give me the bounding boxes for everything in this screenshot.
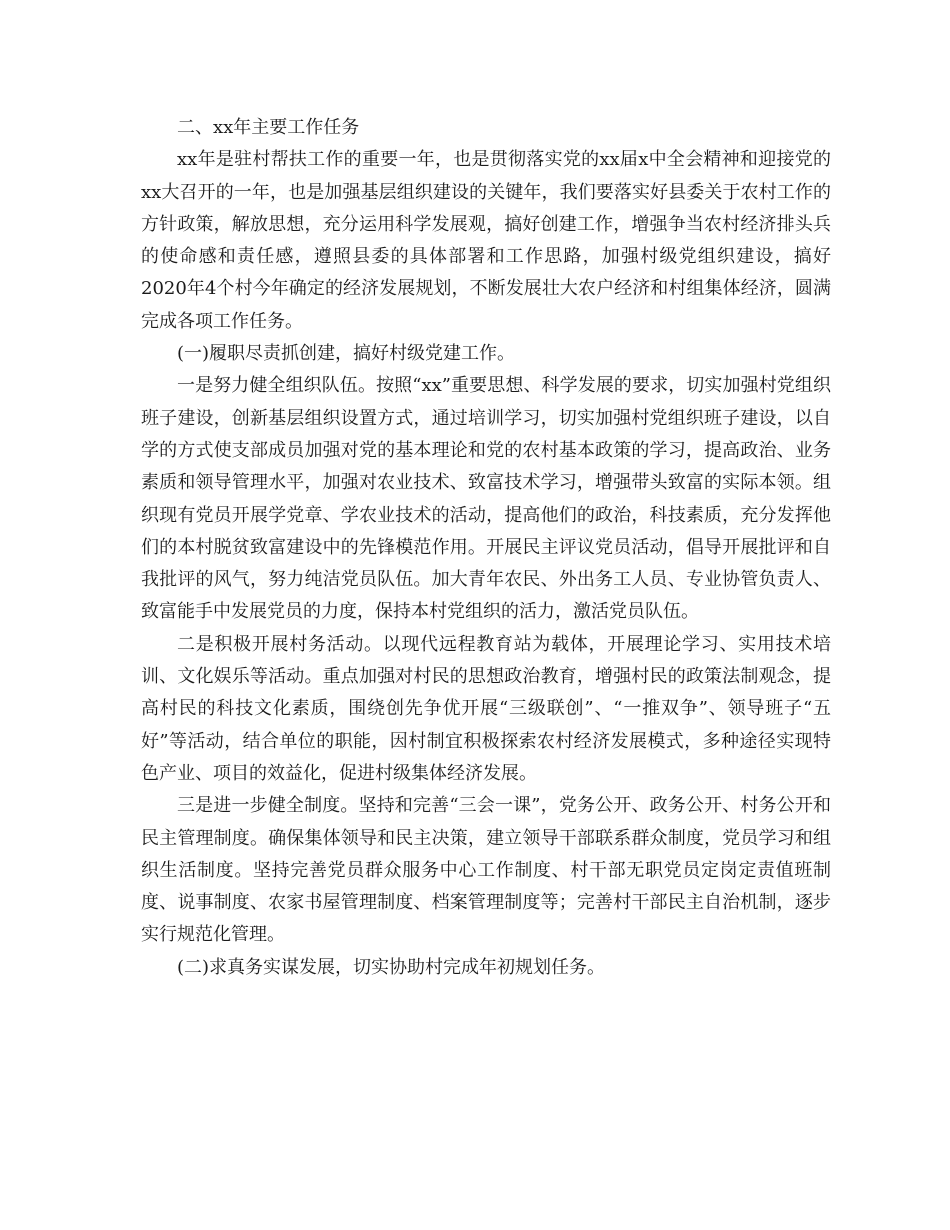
section-heading: 二、xx年主要工作任务 (177, 117, 360, 138)
paragraph-systems: 三是进一步健全制度。坚持和完善“三会一课”，党务公开、政务公开、村务公开和民主管理制度。确保集体领导和民主决策，建立领导干部联系群众制度，党员学习和组织生活制度。坚持完善党员群众服务中心工作制度、村干部无职党员定岗定责值班制度、说事制度、农家书屋管理制度、档案管理制度等；完善村干部民主自治机制，逐步实行规范化管理。 (141, 795, 831, 946)
paragraph-village-affairs: 二是积极开展村务活动。以现代远程教育站为载体，开展理论学习、实用技术培训、文化娱乐等活动。重点加强对村民的思想政治教育，增强村民的政策法制观念，提高村民的科技文化素质，围绕创先争优开展“三级联创”、“一推双争”、领导班子“五好”等活动，结合单位的职能，因村制宜积极探索农村经济发展模式，多种途径实现特色产业、项目的效益化，促进村级集体经济发展。 (141, 633, 831, 784)
subsection-heading-1: (一)履职尽责抓创建，搞好村级党建工作。 (177, 343, 516, 365)
document-body (141, 112, 831, 984)
paragraph-organization: 一是努力健全组织队伍。按照“xx”重要思想、科学发展的要求，切实加强村党组织班子建设，创新基层组织设置方式，通过培训学习，切实加强村党组织班子建设，以自学的方式使支部成员加强对党的基本理论和党的农村基本政策的学习，提高政治、业务素质和领导管理水平，加强对农业技术、致富技术学习，增强带头致富的实际本领。组织现有党员开展学党章、学农业技术的活动，提高他们的政治，科技素质，充分发挥他们的本村脱贫致富建设中的先锋模范作用。开展民主评议党员活动，倡导开展批评和自我批评的风气，努力纯洁党员队伍。加大青年农民、外出务工人员、专业协管负责人、致富能手中发展党员的力度，保持本村党组织的活力，激活党员队伍。 (141, 375, 831, 623)
subsection-heading-2: (二)求真务实谋发展，切实协助村完成年初规划任务。 (177, 956, 606, 978)
intro-paragraph: xx年是驻村帮扶工作的重要一年，也是贯彻落实党的xx届x中全会精神和迎接党的xx大召开的一年，也是加强基层组织建设的关键年，我们要落实好县委关于农村工作的方针政策，解放思想，充分运用科学发展观，搞好创建工作，增强争当农村经济排头兵的使命感和责任感，遵照县委的具体部署和工作思路，加强村级党组织建设，搞好2020年4个村今年确定的经济发展规划，不断发展壮大农户经济和村组集体经济，圆满完成各项工作任务。 (141, 149, 831, 332)
